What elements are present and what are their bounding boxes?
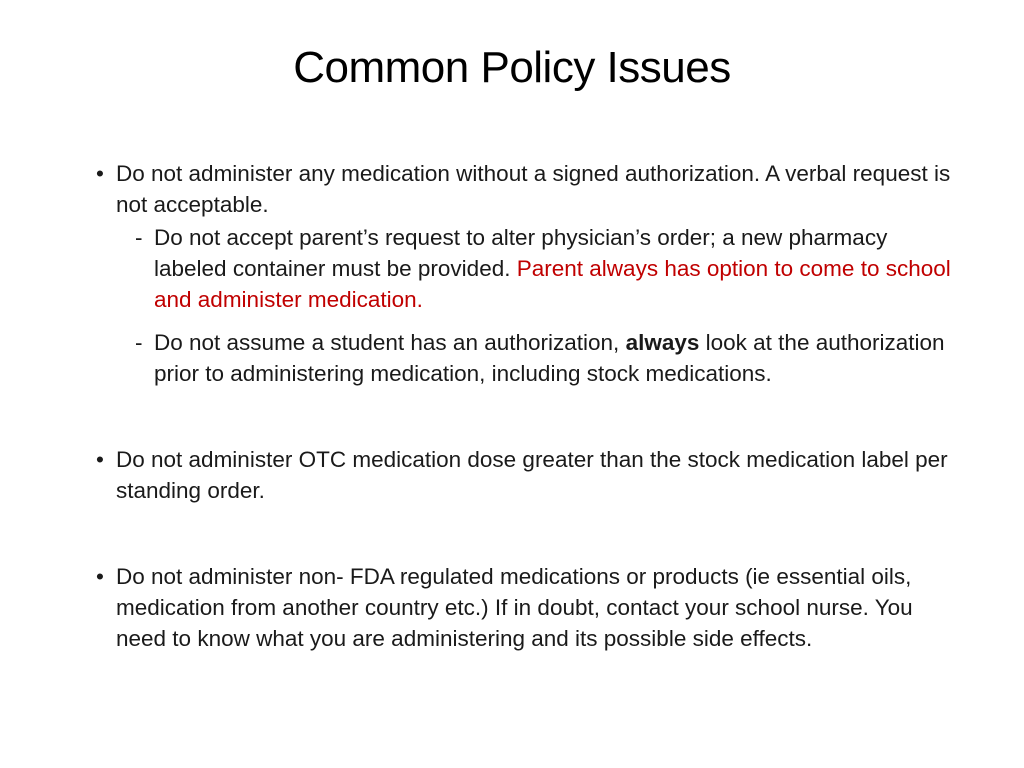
sub-bullet-marker: - [135, 225, 143, 250]
sub-bullet-text-before: Do not assume a student has an authorization, [154, 330, 620, 355]
bullet-item [96, 561, 966, 654]
bullet-text: Do not administer any medication without a signed authorization. A verbal request is not acceptable. [116, 161, 951, 217]
bullet-text: Do not administer OTC medication dose greater than the stock medication label per standing order. [116, 447, 948, 503]
sub-bullet-highlight-text: Parent always has option to come to school and administer medication. [154, 256, 951, 312]
sub-bullet-marker: - [135, 330, 143, 355]
sub-bullet-text: Do not accept parent’s request to alter physician’s order; a new pharmacy labeled container must be provided. [154, 225, 888, 281]
slide-title: Common Policy Issues [293, 43, 731, 92]
sub-bullet-item [96, 222, 966, 315]
bullet-marker: • [96, 564, 104, 589]
slide-body [96, 158, 966, 654]
bullet-item [96, 444, 966, 506]
bullet-marker: • [96, 447, 104, 472]
sub-bullet-item [96, 327, 966, 389]
bullet-text: Do not administer non- FDA regulated medications or products (ie essential oils, medication from another country etc.) If in doubt, contact your school nurse. You need to know what you are administering and its possible side effects. [116, 564, 913, 651]
sub-bullet-emphasis: always [625, 330, 700, 355]
bullet-item [96, 158, 966, 220]
sub-bullet-text-after: look at the authorization prior to administering medication, including stock medications. [154, 330, 945, 386]
bullet-marker: • [96, 161, 104, 186]
